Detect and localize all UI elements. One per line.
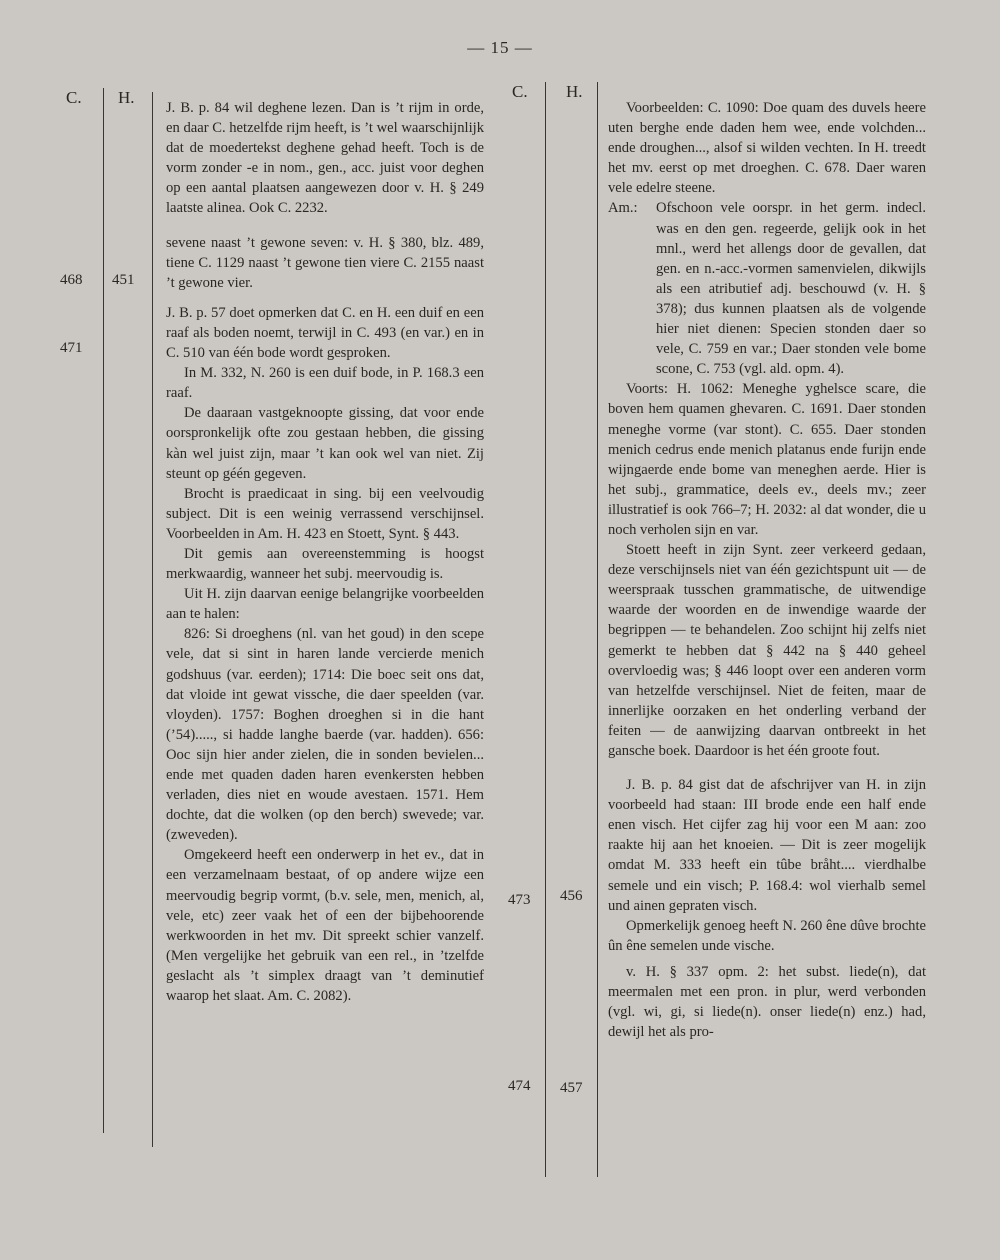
paragraph: sevene naast ’t gewone seven: v. H. § 380, blz. 489, tiene C. 1129 naast ’t gewone tien viere C. 2155 naast ’t gewone vier.	[166, 234, 484, 291]
paragraph: J. B. p. 57 doet opmerken dat C. en H. een duif en een raaf als boden noemt, terwijl in C. 493 (en var.) en in C. 510 van één bode wordt gesproken.	[166, 304, 484, 362]
paragraph: Omgekeerd heeft een onderwerp in het ev., dat in een verzamelnaam bestaat, of op andere wijze een meervoudig begrip vormt, (b.v. sele, men, menich, al, vele, etc) zeer vaak het of een der bijbehoorende werkwoorden in het mv. Dit spreekt schier vanzelf. (Men vergelijke het gebruik van een rel., in ’tzelfde geslacht als ’t simplex draagt van ’t deminutief waarop het slaat. Am. C. 2082).	[166, 847, 484, 1005]
paragraph: J. B. p. 84 gist dat de afschrijver van H. in zijn voorbeeld had staan: III brode ende een half ende enen visch. Het cijfer zag hij voor een M aan: zoo raakte hij aan het knoeien. — Dit is zeer mogelijk omdat M. 333 heeft ein tûbe bråht.... vierdhalbe semele und ein visch; P. 168.4: wol vierhalb semel und ainen gepraten visch.	[608, 777, 926, 914]
note-text: Ofschoon vele oorspr. in het germ. indecl. was en den gen. regeerde, gelijk ook in het mnl., werd het allengs door de gevallen, dat gen. en n.-acc.-vormen samenvielen, dikwijls als een atributief adj. beschouwd (v. H. § 378); dus kunnen plaatsen als de volgende hier niet dienen: Specien stonden daer so vele, C. 759 en var.; Daer stonden vele bome scone, C. 753 (vgl. ald. opm. 4).	[656, 200, 926, 378]
rule-right-2	[597, 82, 598, 1177]
header-right-c: C.	[512, 82, 528, 101]
margin-number: 471	[60, 340, 83, 356]
right-text-column	[608, 98, 926, 1042]
paragraph: In M. 332, N. 260 is een duif bode, in P. 168.3 een raaf.	[166, 365, 484, 402]
margin-number: 451	[112, 272, 135, 288]
paragraph: Stoett heeft in zijn Synt. zeer verkeerd gedaan, deze verschijnsels niet van één gezichtspunt uit — de weerspraak tusschen grammatische, de uitwendige waarde der woorden en de inwendige waarde der begrippen — te behandelen. Zoo schijnt hij zelfs niet gemerkt te hebben dat § 442 na § 440 geheel overvloedig was; § 446 loopt over een anderen vorm van hetzelfde verschijnsel. Niet de feiten, maar de innerlijke oorzaken en het onderling verband der feiten — de aanwijzing daarvan ontbreekt in het gansche boek. Daardoor is het één groote fout.	[608, 542, 926, 759]
note-label: Am.:	[608, 200, 638, 217]
rule-left-1	[103, 88, 104, 1133]
header-right-h: H.	[566, 82, 583, 101]
margin-number: 474	[508, 1078, 531, 1094]
paragraph: J. B. p. 84 wil deghene lezen. Dan is ’t rijm in orde, en daar C. hetzelfde rijm heeft, is ’t wel waarschijnlijk dat de moedertekst deghene gehad heeft. Toch is de vorm zonder -e in nom., gen., acc. juist voor deghen op een aantal plaatsen aangewezen door v. H. § 249 laatste alinea. Ook C. 2232.	[166, 100, 484, 217]
page-number: — 15 —	[467, 38, 533, 57]
left-text-column	[166, 98, 484, 1006]
paragraph: v. H. § 337 opm. 2: het subst. liede(n), dat meermalen met een pron. in plur, werd verbonden (vgl. wi, gi, si liede(n). onser liede(n) enz.) had, dewijl het als pro-	[608, 963, 926, 1041]
note-block	[608, 198, 926, 379]
rule-left-2	[152, 92, 153, 1147]
paragraph: De daaraan vastgeknoopte gissing, dat voor ende oorspronkelijk ofte zou gestaan hebben, die gissing kàn wel juist zijn, maar ’t kan ook wel van niet. Zij steunt op géén gegeven.	[166, 405, 484, 482]
paragraph: Opmerkelijk genoeg heeft N. 260 êne dûve brochte ûn êne semelen unde vische.	[608, 917, 926, 954]
margin-number: 468	[60, 272, 83, 288]
paragraph: Voorts: H. 1062: Meneghe yghelsce scare, die boven hem quamen ghevaren. C. 1691. Daer stonden meneghe vorme (var stont). C. 655. Daer stonden menich cedrus ende menich platanus ende furijn ende wijngaerde ende bome van meneghen aerde. Hier is het subj., grammatice, deels ev., deels mv.; zeer illustratief is ook 766–7; H. 2032: al dat wonder, die u noch verholen sijn en var.	[608, 381, 926, 538]
margin-number: 457	[560, 1080, 583, 1096]
header-left-c: C.	[66, 88, 82, 107]
paragraph: 826: Si droeghens (nl. van het goud) in den scepe vele, dat si sint in haren lande vercierde menich godshuus (var. eerden); 1714: Die boec seit ons dat, dat vloide int gewat vissche, die daer speelden (var. vloyden). 1757: Boghen droeghen si in die hant (’54)....., si hadde langhe baerde (var. hadden). 656: Ooc sijn hier ander zielen, die in sonden bevielen... ende met quaden daden haren evenkersten hebben verladen, dies niet en woude avestaen. 1571. Hem dochte, dat die wolken (op den berch) swevede; var. (zweveden).	[166, 626, 484, 844]
margin-number: 473	[508, 892, 531, 908]
rule-right-1	[545, 82, 546, 1177]
paragraph: Voorbeelden: C. 1090: Doe quam des duvels heere uten berghe ende daden hem wee, ende volchden... ende droughen..., alsof si wilden vechten. In H. treedt het mv. eerst op met droeghen. C. 678. Daer waren vele edelre steene.	[608, 100, 926, 197]
paragraph: Brocht is praedicaat in sing. bij een veelvoudig subject. Dit is een weinig verrassend verschijnsel. Voorbeelden in Am. H. 423 en Stoett, Synt. § 443.	[166, 485, 484, 542]
paragraph: Dit gemis aan overeenstemming is hoogst merkwaardig, wanneer het subj. meervoudig is.	[166, 545, 484, 583]
header-left-h: H.	[118, 88, 135, 107]
paragraph: Uit H. zijn daarvan eenige belangrijke voorbeelden aan te halen:	[166, 586, 484, 623]
margin-number: 456	[560, 888, 583, 904]
